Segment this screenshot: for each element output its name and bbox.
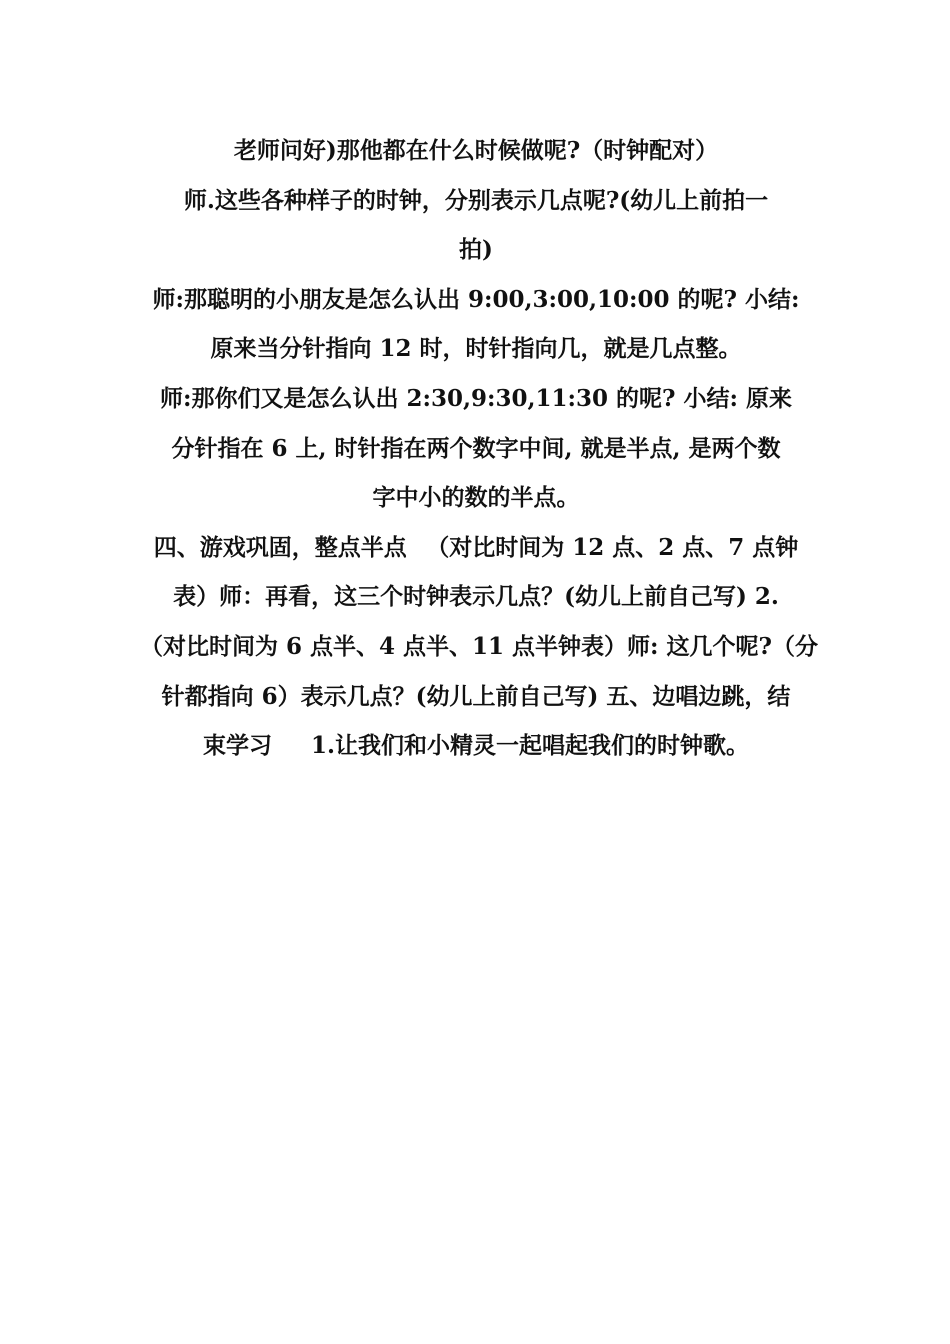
body-text (140, 126, 819, 771)
text-line: 拍) (459, 236, 493, 264)
text-line: 师:那聪明的小朋友是怎么认出 9:00,3:00,10:00 的呢? 小结: (152, 285, 800, 313)
text-line: 束学习 1.让我们和小精灵一起唱起我们的时钟歌。 (202, 732, 750, 760)
text-line: （对比时间为 6 点半、4 点半、11 点半钟表）师: 这几个呢?（分 (140, 632, 819, 660)
text-line: 分针指在 6 上, 时针指在两个数字中间, 就是半点, 是两个数 (171, 434, 781, 462)
text-line: 四、游戏巩固，整点半点 （对比时间为 12 点、2 点、7 点钟 (153, 533, 799, 561)
text-line: 师:那你们又是怎么认出 2:30,9:30,11:30 的呢? 小结: 原来 (159, 384, 792, 412)
text-line: 师.这些各种样子的时钟，分别表示几点呢?(幼儿上前拍一 (183, 186, 769, 214)
text-line: 字中小的数的半点。 (372, 484, 580, 512)
text-line: 针都指向 6）表示几点？(幼儿上前自己写) 五、边唱边跳，结 (161, 682, 791, 710)
text-line: 老师问好)那他都在什么时候做呢?（时钟配对） (233, 137, 719, 164)
text-line: 原来当分针指向 12 时，时针指向几，就是几点整。 (210, 335, 742, 363)
text-line: 表）师：再看，这三个时钟表示几点？(幼儿上前自己写) 2. (173, 583, 779, 611)
